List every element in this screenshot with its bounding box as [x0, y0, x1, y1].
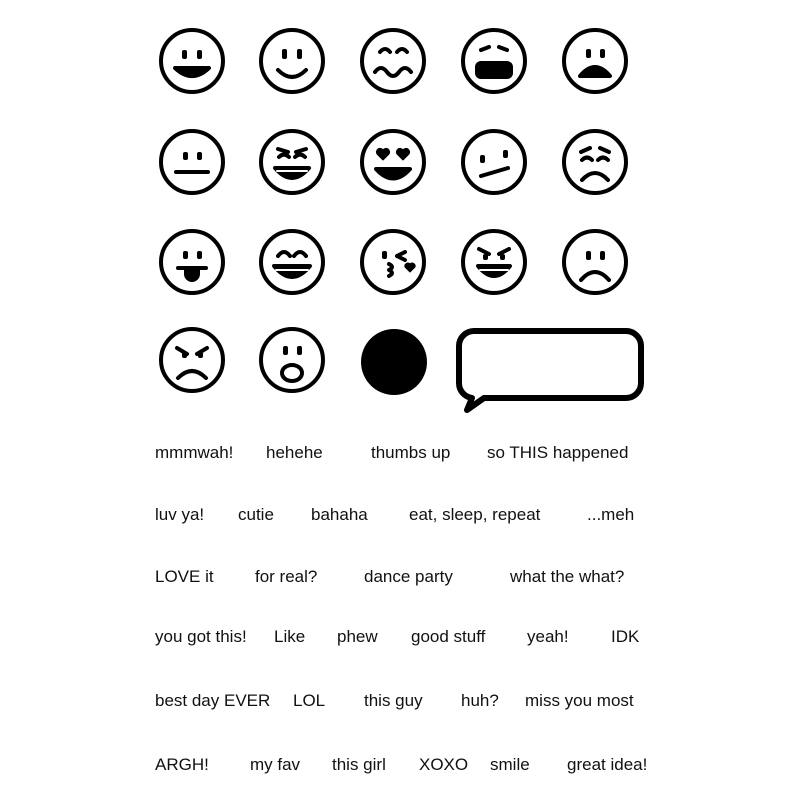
expressionless-face	[161, 131, 223, 193]
grimace-face	[463, 30, 525, 92]
nervous-grin-face	[261, 131, 323, 193]
sad-worried-face	[564, 131, 626, 193]
angry-face	[161, 329, 223, 391]
shocked-frown-face	[564, 30, 626, 92]
tongue-out-face	[161, 231, 223, 293]
phrase-stamp: yeah!	[527, 627, 569, 646]
phrase-stamp: luv ya!	[155, 505, 205, 524]
speech-bubble	[459, 331, 641, 410]
phrase-stamp: XOXO	[419, 755, 469, 774]
solid-circle	[361, 329, 427, 395]
phrase-stamp: dance party	[364, 567, 453, 586]
phrase-stamp: so THIS happened	[487, 443, 629, 462]
phrase-stamp: my fav	[250, 755, 301, 774]
phrase-stamp: best day EVER	[155, 691, 271, 710]
phrase-stamp: smile	[490, 755, 530, 774]
phrase-stamp: ...meh	[587, 505, 635, 524]
phrase-stamp: good stuff	[411, 627, 486, 646]
phrase-stamp: for real?	[255, 567, 318, 586]
phrase-stamp: mmmwah!	[155, 443, 234, 462]
big-grin-face	[161, 30, 223, 92]
phrase-stamp: LOVE it	[155, 567, 214, 586]
phrase-stamp: cutie	[238, 505, 274, 524]
phrase-stamp: Like	[274, 627, 306, 646]
devilish-grin-face	[463, 231, 525, 293]
phrase-stamp: hehehe	[266, 443, 323, 462]
phrase-stamp: IDK	[611, 627, 640, 646]
phrase-stamp: eat, sleep, repeat	[409, 505, 541, 524]
frown-face	[564, 231, 626, 293]
kiss-face	[362, 231, 424, 293]
phrase-stamp: LOL	[293, 691, 326, 710]
wavy-mouth-face	[362, 30, 424, 92]
skeptical-face	[463, 131, 525, 193]
phrase-stamp: thumbs up	[371, 443, 451, 462]
phrase-stamp: great idea!	[567, 755, 648, 774]
phrase-stamp: bahaha	[311, 505, 368, 524]
squint-grin-face	[261, 231, 323, 293]
phrase-stamp: miss you most	[525, 691, 634, 710]
phrase-stamp: phew	[337, 627, 378, 646]
phrase-stamp: this girl	[332, 755, 386, 774]
phrase-stamp: what the what?	[510, 567, 625, 586]
smile-face	[261, 30, 323, 92]
surprised-face	[261, 329, 323, 391]
phrase-stamp: you got this!	[155, 627, 247, 646]
heart-eyes-face	[362, 131, 424, 193]
phrase-stamp: this guy	[364, 691, 423, 710]
phrase-stamp: huh?	[461, 691, 499, 710]
phrase-stamp: ARGH!	[155, 755, 209, 774]
